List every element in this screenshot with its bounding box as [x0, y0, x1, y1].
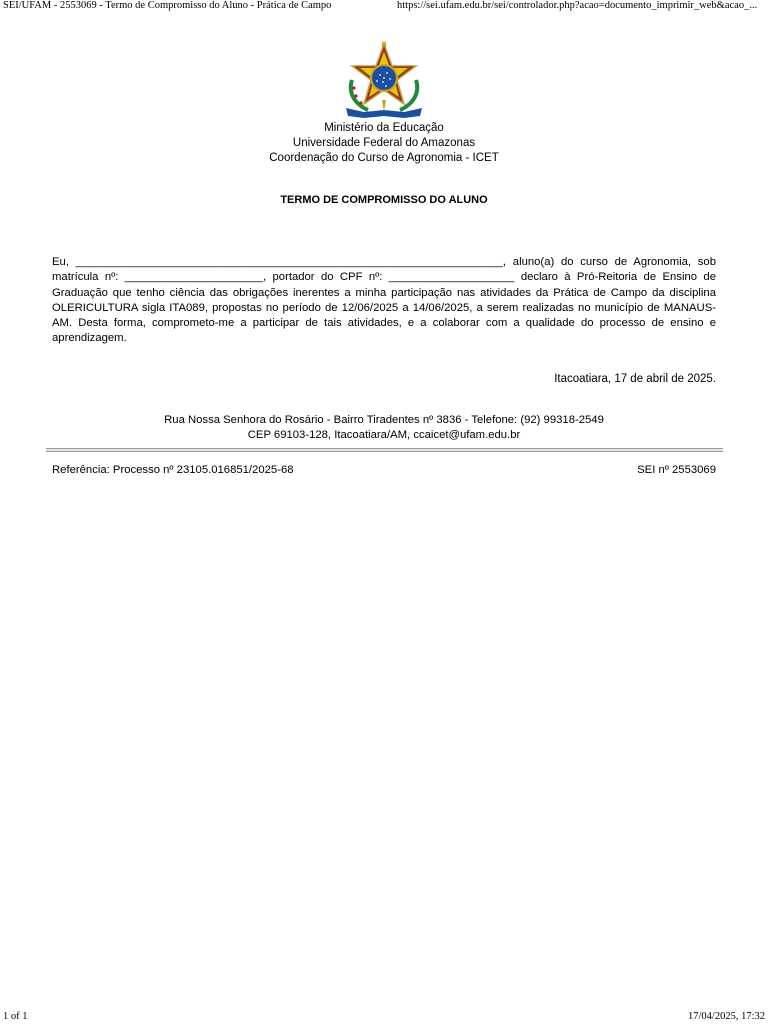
print-datetime: 17/04/2025, 17:32 — [687, 1011, 765, 1022]
document-title: TERMO DE COMPROMISSO DO ALUNO — [280, 194, 488, 206]
print-footer — [0, 1011, 768, 1024]
cep-email-line: CEP 69103-128, Itacoatiara/AM, ccaicet@ufam.edu.br — [247, 429, 521, 441]
document-header — [0, 121, 768, 166]
print-header — [0, 0, 768, 14]
coat-of-arms-icon — [342, 40, 426, 120]
address-block — [0, 413, 768, 443]
print-url: https://sei.ufam.edu.br/sei/controlador.php?acao=documento_imprimir_web&acao_... — [397, 0, 758, 11]
footer-divider — [46, 448, 723, 452]
print-page-title: SEI/UFAM - 2553069 - Termo de Compromisso do Aluno - Prática de Campo — [3, 0, 332, 11]
address-line: Rua Nossa Senhora do Rosário - Bairro Tiradentes nº 3836 - Telefone: (92) 99318-2549 — [164, 414, 604, 426]
coordination-line: Coordenação do Curso de Agronomia - ICET — [269, 152, 499, 164]
page-count: 1 of 1 — [3, 1011, 28, 1022]
university-line: Universidade Federal do Amazonas — [292, 137, 476, 149]
place-date: Itacoatiara, 17 de abril de 2025. — [554, 373, 716, 385]
ministry-line: Ministério da Educação — [324, 122, 444, 134]
sei-number: SEI nº 2553069 — [637, 464, 716, 476]
commitment-paragraph: Eu, ____________________________________________________________________, aluno(a) do curso de Agronomia, sob matrícula nº: ______________________, portador do CPF nº: ____________________ declaro à Pró-Reitoria de Ensino de Graduação que tenho ciência das obrigações inerentes a minha participação nas atividades da Prática de Campo da disciplina OLERICULTURA sigla ITA089, propostas no período de 12/06/2025 a 14/06/2025, a serem realizadas no município de MANAUS-AM. Desta forma, comprometo-me a participar de tais atividades, e a colaborar com a qualidade do processo de ensino e aprendizagem. — [52, 256, 716, 345]
process-reference: Referência: Processo nº 23105.016851/2025-68 — [52, 464, 294, 476]
